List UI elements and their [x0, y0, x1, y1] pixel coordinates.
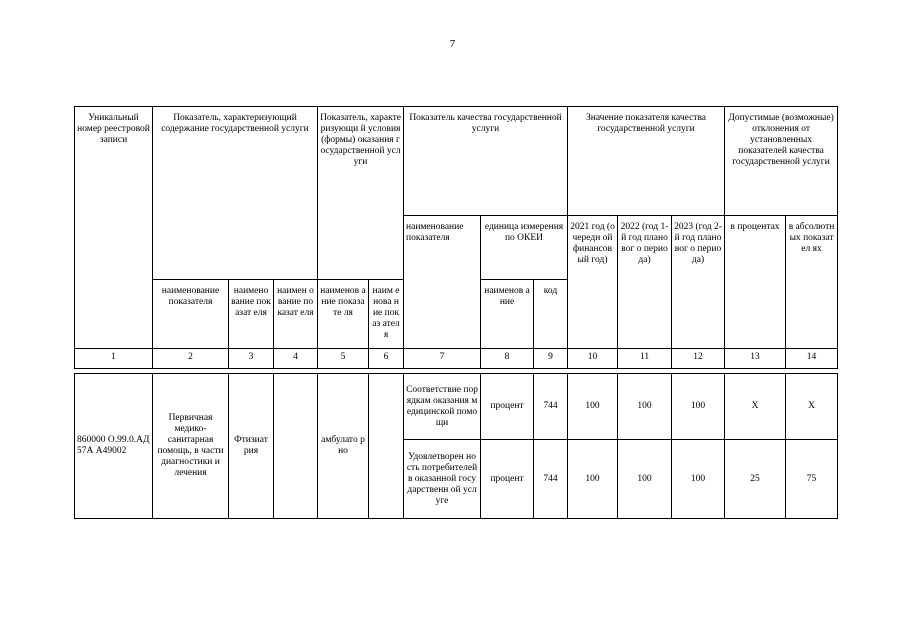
column-number: 3	[229, 349, 274, 369]
value-2021: 100	[568, 440, 618, 519]
indicator-name: Удовлетворен ность потребителей в оказанной государственн ой услуге	[404, 440, 481, 519]
value-2023: 100	[672, 440, 725, 519]
header-conditions-indicator: Показатель, характеризующи й условия (формы) оказания государственной услуги	[318, 107, 404, 280]
column-number: 6	[369, 349, 404, 369]
column-number: 4	[274, 349, 318, 369]
header-content-indicator: Показатель, характеризующий содержание государственной услуги	[153, 107, 318, 280]
column-number: 9	[534, 349, 568, 369]
quality-indicators-table	[74, 106, 838, 519]
header-indicator-name: наименование показателя	[404, 216, 481, 349]
service-form: амбулато рно	[318, 374, 369, 519]
header-year-2021: 2021 год (очередн ой финансов ый год)	[568, 216, 618, 349]
column-number: 7	[404, 349, 481, 369]
service-content-3	[274, 374, 318, 519]
deviation-absolute: Х	[786, 374, 838, 440]
header-in-percent: в процентах	[725, 216, 786, 349]
value-2023: 100	[672, 374, 725, 440]
deviation-absolute: 75	[786, 440, 838, 519]
deviation-percent: Х	[725, 374, 786, 440]
service-conditions-2	[369, 374, 404, 519]
service-content: Первичная медико-санитарная помощь, в части диагностики и лечения	[153, 374, 229, 519]
value-2021: 100	[568, 374, 618, 440]
header-year-2022: 2022 (год 1-й год плановог о периода)	[618, 216, 672, 349]
value-2022: 100	[618, 374, 672, 440]
indicator-name: Соответствие порядкам оказания медицинской помощи	[404, 374, 481, 440]
value-2022: 100	[618, 440, 672, 519]
header-quality-indicator: Показатель качества государственной услуги	[404, 107, 568, 216]
unit-code: 744	[534, 374, 568, 440]
column-number: 5	[318, 349, 369, 369]
page-number: 7	[449, 38, 456, 50]
header-conditions-col-2: наим енова ние показ ателя	[369, 280, 404, 349]
column-number: 1	[75, 349, 153, 369]
header-deviations: Допустимые (возможные) отклонения от установленных показателей качества государственной услуги	[725, 107, 838, 216]
header-content-col-2: наимено вание показат еля	[229, 280, 274, 349]
unit-code: 744	[534, 440, 568, 519]
header-year-2023: 2023 (год 2-й год плановог о периода)	[672, 216, 725, 349]
deviation-percent: 25	[725, 440, 786, 519]
table-row	[75, 374, 838, 440]
column-number: 12	[672, 349, 725, 369]
header-unit-okei: единица измерения по ОКЕИ	[481, 216, 568, 280]
header-unique-number: Уникальный номер реестровой записи	[75, 107, 153, 349]
header-content-col-1: наименование показателя	[153, 280, 229, 349]
unit-name: процент	[481, 440, 534, 519]
column-number: 11	[618, 349, 672, 369]
column-number: 14	[786, 349, 838, 369]
column-number: 10	[568, 349, 618, 369]
service-specialty: Фтизиат рия	[229, 374, 274, 519]
header-content-col-3: наимен ование показат еля	[274, 280, 318, 349]
header-unit-name: наименов ание	[481, 280, 534, 349]
header-in-absolute: в абсолютн ых показател ях	[786, 216, 838, 349]
header-unit-code: код	[534, 280, 568, 349]
column-number: 13	[725, 349, 786, 369]
registry-number: 860000 О.99.0.АД57А А49002	[75, 374, 153, 519]
unit-name: процент	[481, 374, 534, 440]
column-numbers-row	[75, 349, 838, 369]
header-quality-value: Значение показателя качества государственной услуги	[568, 107, 725, 216]
header-conditions-col-1: наименов ание показате ля	[318, 280, 369, 349]
column-number: 2	[153, 349, 229, 369]
column-number: 8	[481, 349, 534, 369]
